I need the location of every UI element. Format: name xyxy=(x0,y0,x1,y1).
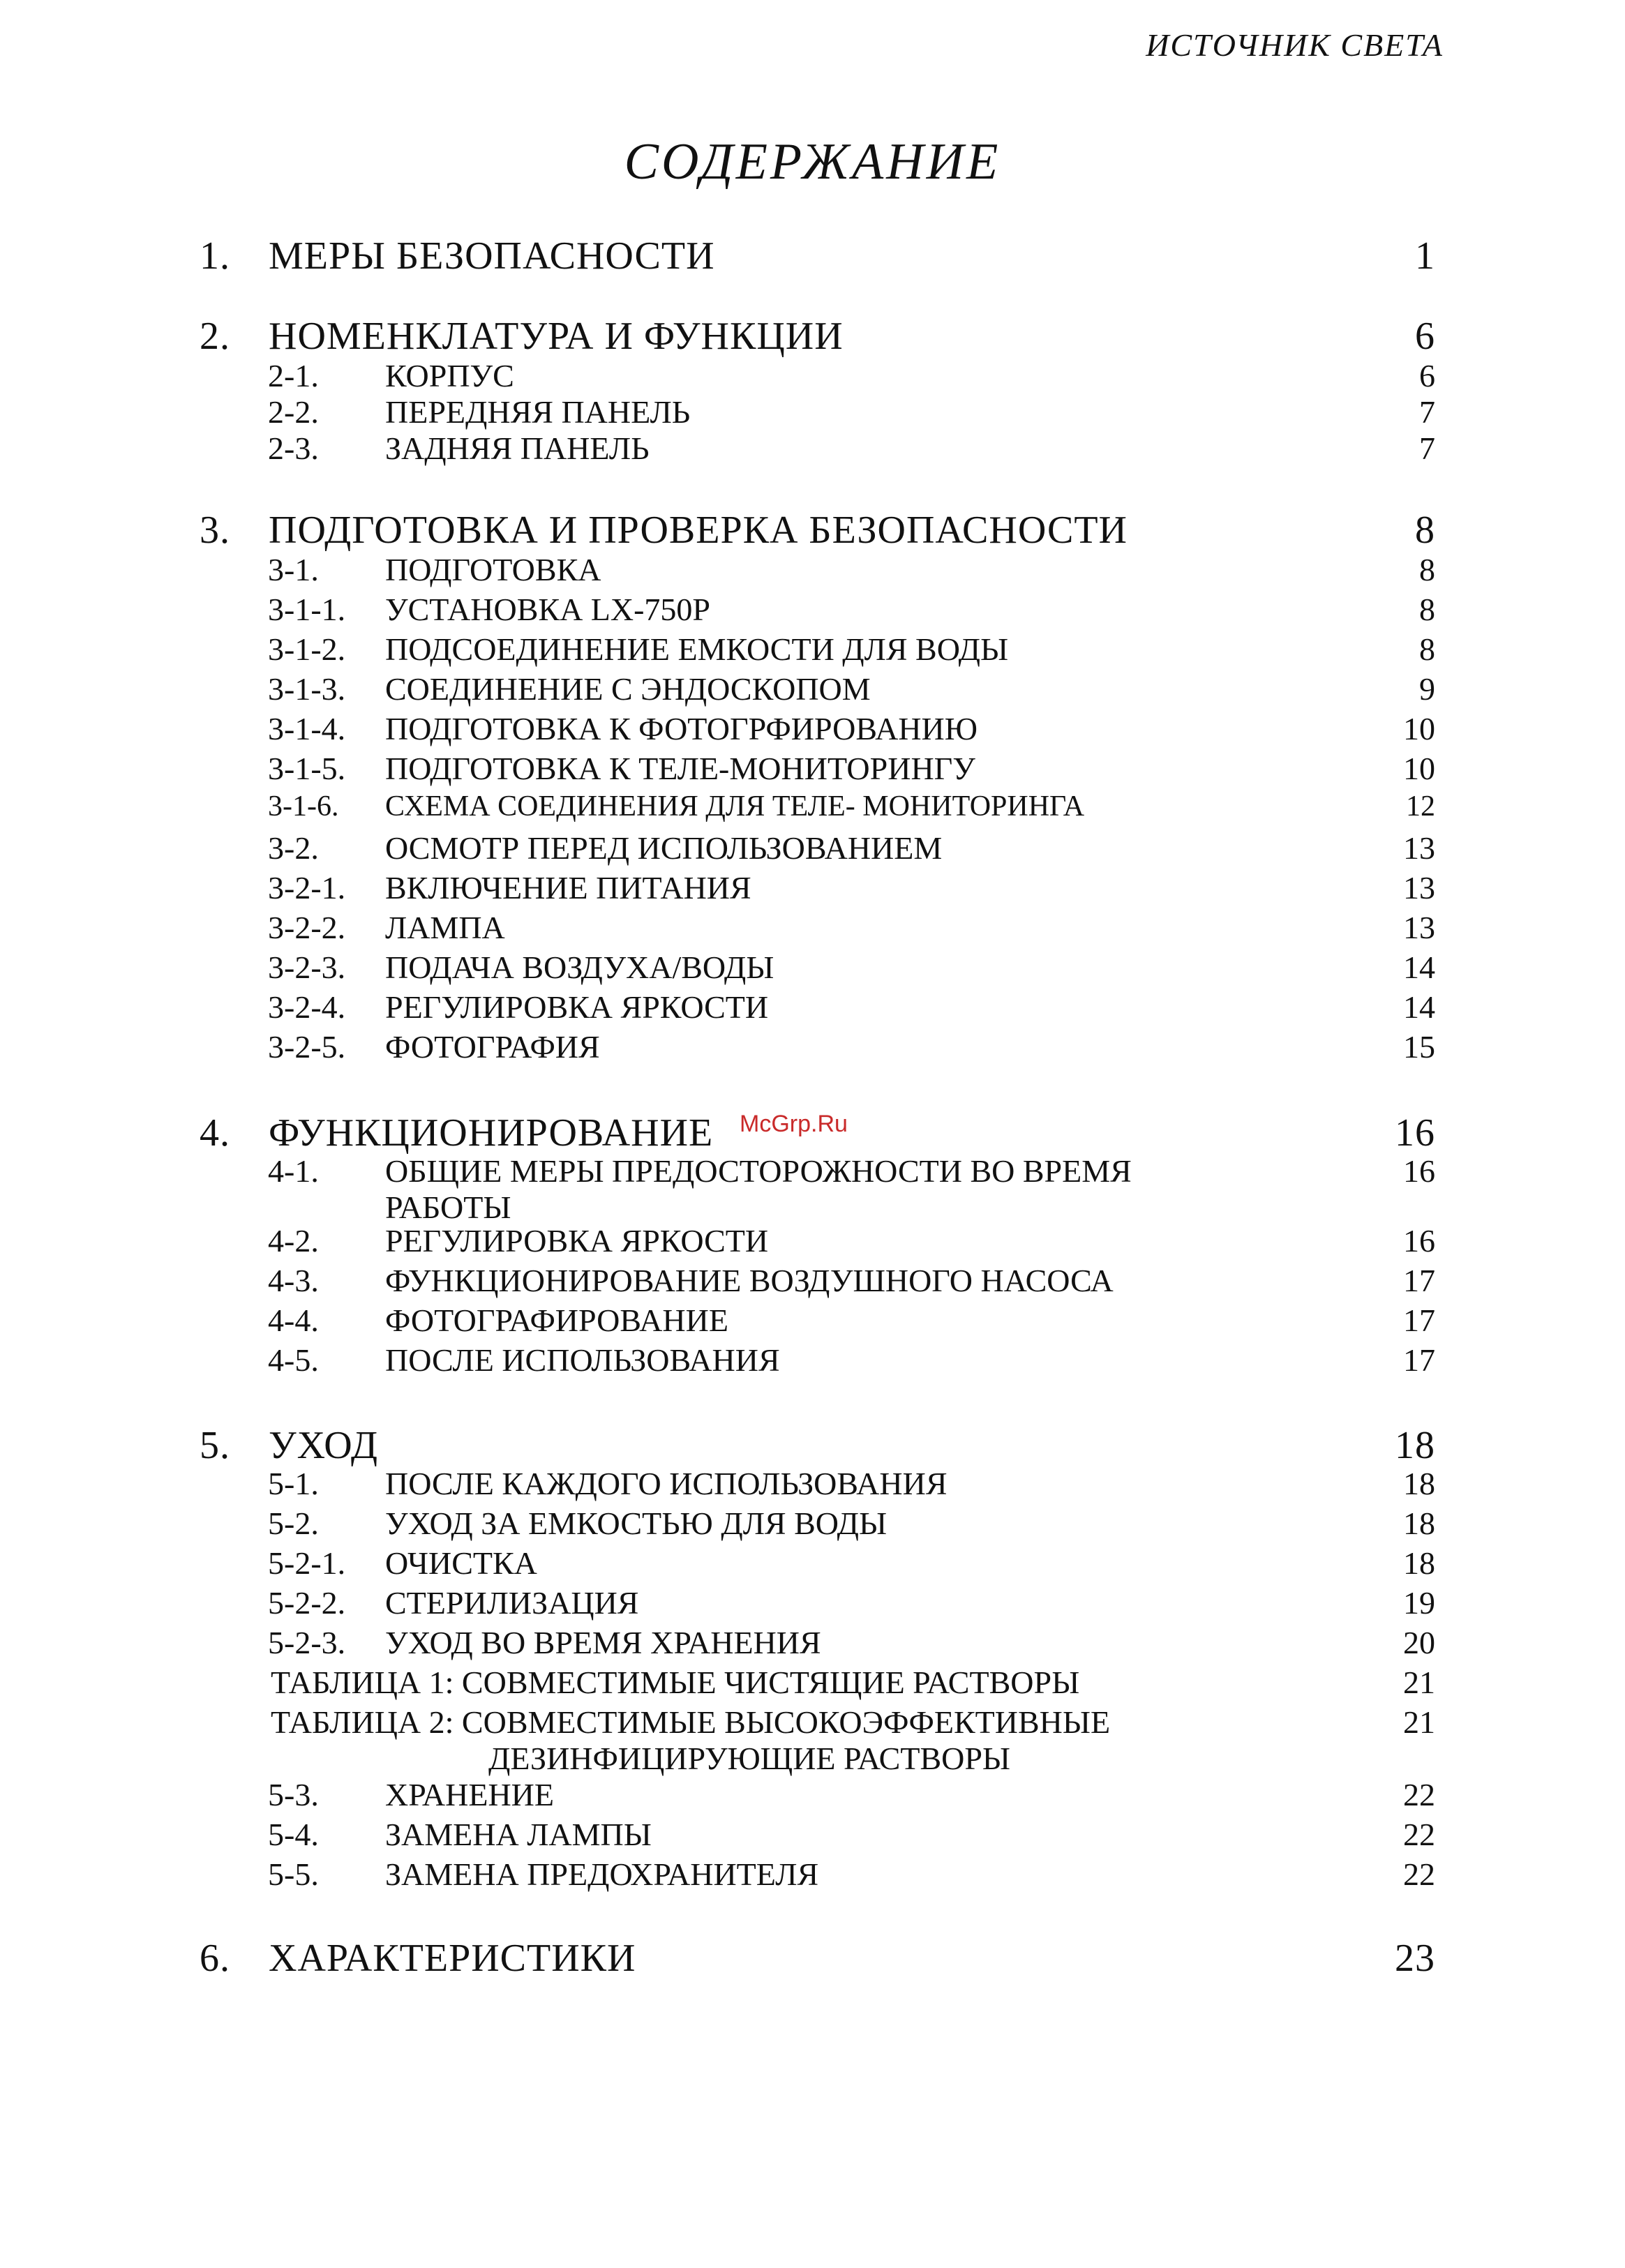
toc-page: 19 xyxy=(1403,1585,1435,1621)
toc-title: УХОД ЗА ЕМКОСТЬЮ ДЛЯ ВОДЫ xyxy=(385,1505,888,1541)
toc-title: ПОДГОТОВКА К ТЕЛЕ-МОНИТОРИНГУ xyxy=(385,751,975,786)
toc-number: 4-4. xyxy=(268,1302,319,1338)
toc-page: 22 xyxy=(1403,1856,1435,1892)
toc-page: 18 xyxy=(1403,1466,1435,1501)
toc-number: 4-2. xyxy=(268,1223,319,1259)
toc-page: 13 xyxy=(1403,870,1435,906)
toc-number: 5-5. xyxy=(268,1856,319,1892)
toc-page: 8 xyxy=(1419,631,1435,667)
toc-page: 21 xyxy=(1403,1704,1435,1740)
watermark: McGrp.Ru xyxy=(740,1111,848,1137)
toc-title: НОМЕНКЛАТУРА И ФУНКЦИИ xyxy=(269,315,844,358)
toc-page: 12 xyxy=(1406,790,1435,823)
toc-title: ПОДГОТОВКА И ПРОВЕРКА БЕЗОПАСНОСТИ xyxy=(269,509,1128,552)
toc-title: ФУНКЦИОНИРОВАНИЕ ВОЗДУШНОГО НАСОСА xyxy=(385,1263,1114,1298)
toc-number: 2-3. xyxy=(268,430,319,466)
toc-page: 7 xyxy=(1419,394,1435,430)
toc-number: 1. xyxy=(200,234,230,278)
toc-number: 5-1. xyxy=(268,1466,319,1501)
toc-page: 14 xyxy=(1403,949,1435,985)
toc-title: ЗАМЕНА ЛАМПЫ xyxy=(385,1817,652,1852)
toc-number: 3-2. xyxy=(268,830,319,866)
toc-title: СОЕДИНЕНИЕ С ЭНДОСКОПОМ xyxy=(385,671,871,707)
toc-title: ПОДСОЕДИНЕНИЕ ЕМКОСТИ ДЛЯ ВОДЫ xyxy=(385,631,1009,667)
toc-number: 3-1-2. xyxy=(268,631,346,667)
toc-page: 18 xyxy=(1403,1545,1435,1581)
toc-page: 16 xyxy=(1403,1223,1435,1259)
toc-title: РЕГУЛИРОВКА ЯРКОСТИ xyxy=(385,1223,769,1259)
toc-number: 5-3. xyxy=(268,1777,319,1812)
toc-number: 5-2-2. xyxy=(268,1585,346,1621)
toc-page: 10 xyxy=(1403,751,1435,786)
toc-title: ХАРАКТЕРИСТИКИ xyxy=(269,1937,636,1980)
toc-page: 20 xyxy=(1403,1625,1435,1660)
toc-number: 3-1-4. xyxy=(268,711,346,746)
toc-page: 1 xyxy=(1415,234,1435,278)
toc-page: 15 xyxy=(1403,1029,1435,1065)
toc-number: 3-2-3. xyxy=(268,949,346,985)
toc-page: 17 xyxy=(1403,1263,1435,1298)
toc-number: 2. xyxy=(200,315,230,358)
toc-number: 3-2-4. xyxy=(268,989,346,1025)
toc-page: 13 xyxy=(1403,830,1435,866)
toc-page: 22 xyxy=(1403,1817,1435,1852)
toc-title: ЗАДНЯЯ ПАНЕЛЬ xyxy=(385,430,650,466)
toc-page: 8 xyxy=(1419,552,1435,587)
toc-page: 21 xyxy=(1403,1665,1435,1700)
toc-number: 4. xyxy=(200,1111,230,1155)
toc-title: ОБЩИЕ МЕРЫ ПРЕДОСТОРОЖНОСТИ ВО ВРЕМЯ xyxy=(385,1153,1132,1189)
toc-title-continuation: РАБОТЫ xyxy=(385,1189,511,1225)
toc-page: 7 xyxy=(1419,430,1435,466)
toc-page: 18 xyxy=(1395,1424,1435,1467)
toc-title: ЛАМПА xyxy=(385,910,505,945)
toc-title-continuation: ДЕЗИНФИЦИРУЮЩИЕ РАСТВОРЫ xyxy=(488,1741,1011,1776)
toc-title: РЕГУЛИРОВКА ЯРКОСТИ xyxy=(385,989,769,1025)
toc-title: ПОСЛЕ ИСПОЛЬЗОВАНИЯ xyxy=(385,1342,780,1378)
toc-title: ПОДГОТОВКА xyxy=(385,552,601,587)
toc-title: ОСМОТР ПЕРЕД ИСПОЛЬЗОВАНИЕМ xyxy=(385,830,943,866)
toc-page: 13 xyxy=(1403,910,1435,945)
toc-title: ФОТОГРАФИРОВАНИЕ xyxy=(385,1302,728,1338)
toc-title: ФУНКЦИОНИРОВАНИЕ xyxy=(269,1111,714,1155)
toc-number: 5-2-3. xyxy=(268,1625,346,1660)
toc-title: ПОСЛЕ КАЖДОГО ИСПОЛЬЗОВАНИЯ xyxy=(385,1466,948,1501)
toc-page: 18 xyxy=(1403,1505,1435,1541)
toc-page: 17 xyxy=(1403,1342,1435,1378)
toc-number: 5-2-1. xyxy=(268,1545,346,1581)
toc-number: 2-1. xyxy=(268,358,319,393)
toc-page: 8 xyxy=(1419,592,1435,627)
toc-title: КОРПУС xyxy=(385,358,514,393)
toc-title: МЕРЫ БЕЗОПАСНОСТИ xyxy=(269,234,715,278)
toc-title: СХЕМА СОЕДИНЕНИЯ ДЛЯ ТЕЛЕ- МОНИТОРИНГА xyxy=(385,790,1085,823)
toc-title: ТАБЛИЦА 2: СОВМЕСТИМЫЕ ВЫСОКОЭФФЕКТИВНЫЕ xyxy=(271,1704,1111,1740)
toc-number: 3-1. xyxy=(268,552,319,587)
toc-page: 8 xyxy=(1415,509,1435,552)
toc-number: 6. xyxy=(200,1937,230,1980)
toc-title: УХОД ВО ВРЕМЯ ХРАНЕНИЯ xyxy=(385,1625,821,1660)
toc-number: 3-1-6. xyxy=(268,790,339,823)
toc-number: 5. xyxy=(200,1424,230,1467)
toc-number: 3-2-2. xyxy=(268,910,346,945)
toc-number: 3-1-3. xyxy=(268,671,346,707)
toc-title: ФОТОГРАФИЯ xyxy=(385,1029,600,1065)
toc-page: 10 xyxy=(1403,711,1435,746)
toc-title: ХРАНЕНИЕ xyxy=(385,1777,554,1812)
toc-title: УСТАНОВКА LX-750P xyxy=(385,592,711,627)
toc-title: СТЕРИЛИЗАЦИЯ xyxy=(385,1585,639,1621)
toc-page: 6 xyxy=(1415,315,1435,358)
toc-page: 16 xyxy=(1403,1153,1435,1189)
toc-title: ПОДАЧА ВОЗДУХА/ВОДЫ xyxy=(385,949,774,985)
toc-number: 5-2. xyxy=(268,1505,319,1541)
toc-title: УХОД xyxy=(269,1424,379,1467)
toc-title: ПЕРЕДНЯЯ ПАНЕЛЬ xyxy=(385,394,691,430)
toc-number: 4-5. xyxy=(268,1342,319,1378)
running-header: ИСТОЧНИК СВЕТА xyxy=(1146,27,1444,63)
toc-number: 3-2-5. xyxy=(268,1029,346,1065)
toc-number: 4-1. xyxy=(268,1153,319,1189)
toc-page: 23 xyxy=(1395,1937,1435,1980)
toc-number: 3-1-1. xyxy=(268,592,346,627)
toc-page: 9 xyxy=(1419,671,1435,707)
toc-page: 17 xyxy=(1403,1302,1435,1338)
toc-title: ТАБЛИЦА 1: СОВМЕСТИМЫЕ ЧИСТЯЩИЕ РАСТВОРЫ xyxy=(271,1665,1080,1700)
toc-number: 3. xyxy=(200,509,230,552)
toc-number: 2-2. xyxy=(268,394,319,430)
toc-title: ПОДГОТОВКА К ФОТОГРФИРОВАНИЮ xyxy=(385,711,978,746)
toc-title: ЗАМЕНА ПРЕДОХРАНИТЕЛЯ xyxy=(385,1856,819,1892)
toc-page: 6 xyxy=(1419,358,1435,393)
toc-page: 14 xyxy=(1403,989,1435,1025)
toc-number: 3-2-1. xyxy=(268,870,346,906)
toc-page: 16 xyxy=(1395,1111,1435,1155)
toc-number: 3-1-5. xyxy=(268,751,346,786)
toc-number: 5-4. xyxy=(268,1817,319,1852)
toc-title: ВКЛЮЧЕНИЕ ПИТАНИЯ xyxy=(385,870,751,906)
toc-title: ОЧИСТКА xyxy=(385,1545,537,1581)
toc-number: 4-3. xyxy=(268,1263,319,1298)
toc-page: 22 xyxy=(1403,1777,1435,1812)
page-title: СОДЕРЖАНИЕ xyxy=(624,133,1001,190)
